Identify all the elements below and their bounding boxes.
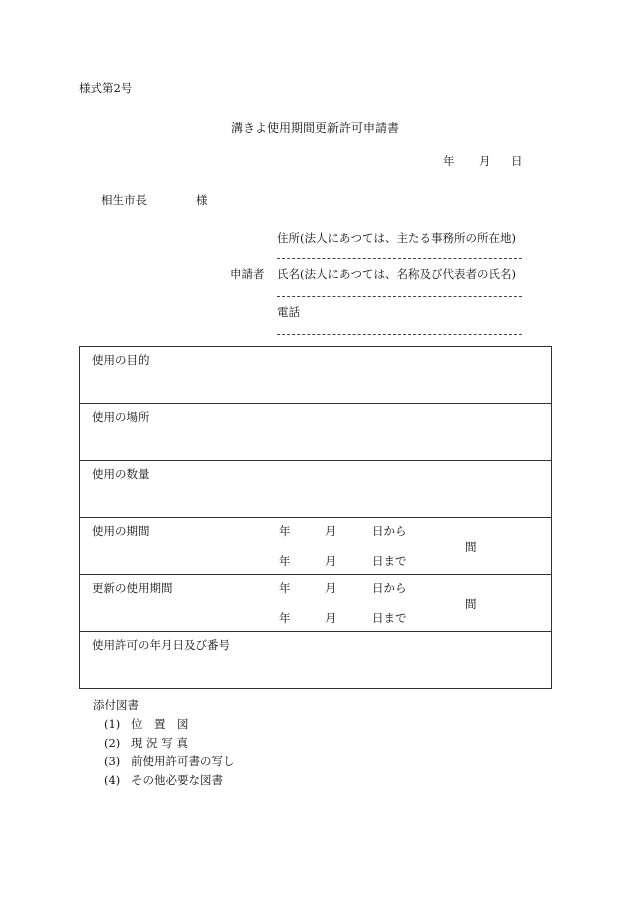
permit-info-row — [80, 632, 552, 689]
name-label: 氏名(法人にあつては、名称及び代表者の氏名) — [277, 267, 516, 281]
document-title: 溝きよ使用期間更新許可申請書 — [230, 121, 399, 135]
attachment-item-1: 位 置 図 — [131, 717, 189, 731]
phone-line — [277, 334, 522, 335]
form-number: 様式第2号 — [79, 81, 133, 95]
period-end-day: 日まで — [372, 554, 407, 568]
renewal-end-month: 月 — [325, 611, 337, 625]
period-end-month: 月 — [325, 554, 337, 568]
purpose-label: 使用の目的 — [92, 353, 150, 367]
attachment-item-4: その他必要な図書 — [131, 773, 223, 787]
renewal-end-year: 年 — [279, 611, 291, 625]
location-label: 使用の場所 — [92, 410, 150, 424]
name-line — [277, 296, 522, 297]
attachment-number-3: (3) — [104, 754, 121, 768]
renewal-duration: 間 — [465, 597, 477, 611]
phone-label: 電話 — [277, 305, 300, 319]
addressee-name: 相生市長 — [101, 193, 147, 207]
period-row — [80, 518, 552, 575]
location-row — [80, 404, 552, 461]
address-line — [277, 258, 522, 259]
period-duration: 間 — [465, 540, 477, 554]
permit-info-label: 使用許可の年月日及び番号 — [92, 638, 230, 652]
renewal-start-day: 日から — [372, 581, 407, 595]
renewal-period-label: 更新の使用期間 — [92, 581, 173, 595]
date-day: 日 — [511, 154, 523, 168]
purpose-row — [80, 347, 552, 404]
attachments-heading: 添付図書 — [93, 698, 139, 712]
attachment-item-2: 現 況 写 真 — [131, 736, 188, 750]
quantity-row — [80, 461, 552, 518]
application-form-table — [79, 346, 552, 689]
period-label: 使用の期間 — [92, 524, 150, 538]
address-label: 住所(法人にあつては、主たる事務所の所在地) — [277, 231, 516, 245]
period-start-day: 日から — [372, 524, 407, 538]
applicant-label: 申請者 — [230, 267, 265, 281]
renewal-start-month: 月 — [325, 581, 337, 595]
addressee-honorific: 様 — [196, 193, 208, 207]
renewal-start-year: 年 — [279, 581, 291, 595]
attachment-number-2: (2) — [104, 736, 121, 750]
period-start-year: 年 — [279, 524, 291, 538]
period-end-year: 年 — [279, 554, 291, 568]
attachment-item-3: 前使用許可書の写し — [131, 754, 235, 768]
attachment-number-4: (4) — [104, 773, 121, 787]
period-start-month: 月 — [325, 524, 337, 538]
attachment-number-1: (1) — [104, 717, 121, 731]
date-year: 年 — [443, 154, 455, 168]
renewal-period-row — [80, 575, 552, 632]
renewal-end-day: 日まで — [372, 611, 407, 625]
date-month: 月 — [479, 154, 491, 168]
quantity-label: 使用の数量 — [92, 467, 150, 481]
